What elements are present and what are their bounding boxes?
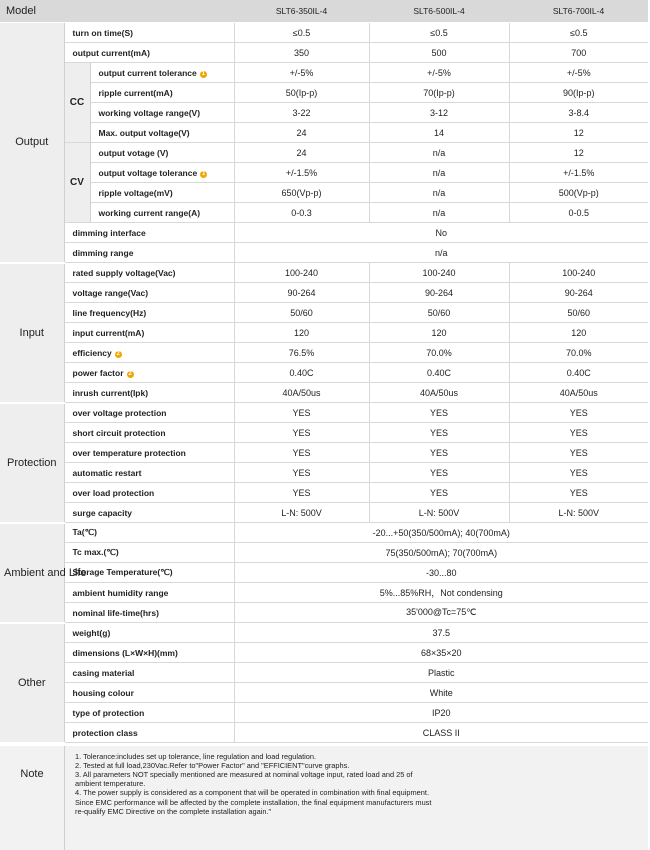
row-label: output votage (V) (90, 143, 234, 163)
note-line: 1. Tolerance:includes set up tolerance, line regulation and load regulation. (75, 751, 317, 761)
row-label: ripple voltage(mV) (90, 183, 234, 203)
table-row: protection class CLASS II (0, 723, 648, 743)
row-label: turn on time(S) (64, 23, 234, 43)
table-row: Ambient and Life Ta(℃) -20...+50(350/500mA); 40(700mA) (0, 523, 648, 543)
table-row: output voltage tolerance 1 +/-1.5% n/a +/-1.5% (0, 163, 648, 183)
row-label: efficiency 2 (64, 343, 234, 363)
row-label: power factor 2 (64, 363, 234, 383)
table-row: input current(mA) 120 120 120 (0, 323, 648, 343)
table-row: over load protection YES YES YES (0, 483, 648, 503)
model-header: Model (0, 0, 234, 23)
table-row: automatic restart YES YES YES (0, 463, 648, 483)
table-row: Max. output voltage(V) 24 14 12 (0, 123, 648, 143)
row-label: dimensions (L×W×H)(mm) (64, 643, 234, 663)
table-row: surge capacity L-N: 500V L-N: 500V L-N: 500V (0, 503, 648, 523)
row-label: over voltage protection (64, 403, 234, 423)
row-label: surge capacity (64, 503, 234, 523)
row-label: protection class (64, 723, 234, 743)
subgroup-cc: CC (64, 63, 90, 143)
table-row: Output turn on time(S) ≤0.5 ≤0.5 ≤0.5 (0, 23, 648, 43)
table-row: dimming interface No (0, 223, 648, 243)
note-text (65, 746, 441, 850)
model-column-2: SLT6-500IL-4 (369, 0, 509, 23)
header-row (0, 0, 648, 23)
row-label: line frequency(Hz) (64, 303, 234, 323)
note-line: ambient temperature. (75, 779, 146, 789)
note-line: Since EMC performance will be affected by the complete installation, the final equipment manufacturers must (75, 797, 432, 807)
note-line: 2. Tested at full load,230Vac.Refer to"Power Factor" and "EFFICIENT"curve graphs. (75, 760, 350, 770)
section-output: Output (0, 23, 64, 263)
table-row: line frequency(Hz) 50/60 50/60 50/60 (0, 303, 648, 323)
table-row: working voltage range(V) 3-22 3-12 3-8.4 (0, 103, 648, 123)
row-label: Max. output voltage(V) (90, 123, 234, 143)
row-label: dimming interface (64, 223, 234, 243)
row-label: type of protection (64, 703, 234, 723)
table-row: over temperature protection YES YES YES (0, 443, 648, 463)
model-column-3: SLT6-700IL-4 (509, 0, 648, 23)
row-label: voltage range(Vac) (64, 283, 234, 303)
table-row: Input rated supply voltage(Vac) 100-240 100-240 100-240 (0, 263, 648, 283)
table-row: short circuit protection YES YES YES (0, 423, 648, 443)
row-label: output current(mA) (64, 43, 234, 63)
table-row: Other weight(g) 37.5 (0, 623, 648, 643)
row-label: output voltage tolerance 1 (90, 163, 234, 183)
row-label: over load protection (64, 483, 234, 503)
model-column-1: SLT6-350IL-4 (234, 0, 369, 23)
note-1-icon: 1 (201, 70, 205, 77)
table-row: output current(mA) 350 500 700 (0, 43, 648, 63)
section-ambient: Ambient and Life (0, 523, 64, 623)
table-row: ambient humidity range 5%...85%RH，Not condensing (0, 583, 648, 603)
section-input: Input (0, 263, 64, 403)
row-label: Ta(℃) (64, 523, 234, 543)
row-label: Tc max.(℃) (64, 543, 234, 563)
table-row: type of protection IP20 (0, 703, 648, 723)
note-1-icon: 1 (202, 170, 206, 177)
section-protection: Protection (0, 403, 64, 523)
row-label: casing material (64, 663, 234, 683)
table-row: housing colour White (0, 683, 648, 703)
row-label: over temperature protection (64, 443, 234, 463)
table-row: voltage range(Vac) 90-264 90-264 90-264 (0, 283, 648, 303)
note-2-icon: 2 (116, 350, 120, 357)
table-row: efficiency 2 76.5% 70.0% 70.0% (0, 343, 648, 363)
note-line: 3. All parameters NOT specially mentioned are measured at nominal voltage input, rated load and 25 of (75, 769, 413, 779)
table-row: ripple voltage(mV) 650(Vp-p) n/a 500(Vp-p) (0, 183, 648, 203)
row-label: Storage Temperature(℃) (64, 563, 234, 583)
table-row: CC output current tolerance 1 +/-5% +/-5% +/-5% (0, 63, 648, 83)
table-row: Protection over voltage protection YES YES YES (0, 403, 648, 423)
table-row: Tc max.(℃) 75(350/500mA); 70(700mA) (0, 543, 648, 563)
table-row: working current range(A) 0-0.3 n/a 0-0.5 (0, 203, 648, 223)
row-label: short circuit protection (64, 423, 234, 443)
table-row: power factor 2 0.40C 0.40C 0.40C (0, 363, 648, 383)
section-other: Other (0, 623, 64, 743)
note-section (0, 746, 648, 850)
row-label: inrush current(Ipk) (64, 383, 234, 403)
row-label: rated supply voltage(Vac) (64, 263, 234, 283)
table-row: ripple current(mA) 50(Ip-p) 70(Ip-p) 90(Ip-p) (0, 83, 648, 103)
table-row: casing material Plastic (0, 663, 648, 683)
row-label: output current tolerance 1 (90, 63, 234, 83)
row-label: working voltage range(V) (90, 103, 234, 123)
row-label: ambient humidity range (64, 583, 234, 603)
table-row: dimming range n/a (0, 243, 648, 263)
note-line: re-qualify EMC Directive on the complete installation again." (75, 806, 272, 816)
row-label: ripple current(mA) (90, 83, 234, 103)
note-label: Note (0, 746, 65, 850)
note-2-icon: 2 (128, 370, 132, 377)
subgroup-cv: CV (64, 143, 90, 223)
row-label: weight(g) (64, 623, 234, 643)
note-line: 4. The power supply is considered as a component that will be operated in combination with final equipment. (75, 788, 429, 798)
row-label: automatic restart (64, 463, 234, 483)
row-label: housing colour (64, 683, 234, 703)
table-row: CV output votage (V) 24 n/a 12 (0, 143, 648, 163)
row-label: input current(mA) (64, 323, 234, 343)
row-label: working current range(A) (90, 203, 234, 223)
row-label: dimming range (64, 243, 234, 263)
table-row: nominal life-time(hrs) 35'000@Tc=75℃ (0, 603, 648, 623)
table-row: Storage Temperature(℃) -30...80 (0, 563, 648, 583)
table-row: inrush current(Ipk) 40A/50us 40A/50us 40A/50us (0, 383, 648, 403)
table-row: dimensions (L×W×H)(mm) 68×35×20 (0, 643, 648, 663)
row-label: nominal life-time(hrs) (64, 603, 234, 623)
